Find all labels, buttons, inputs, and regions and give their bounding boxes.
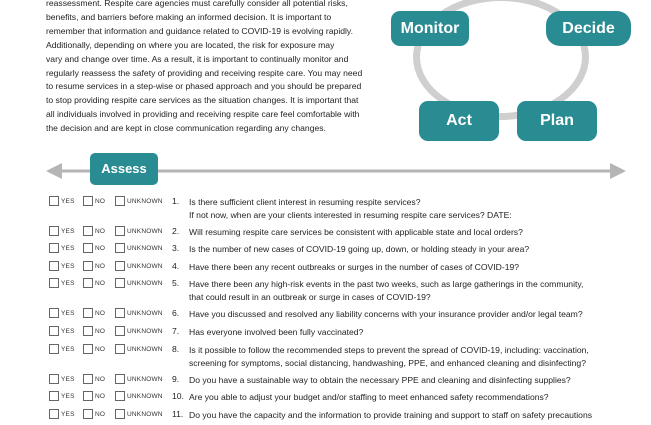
no-label: NO bbox=[95, 279, 106, 287]
intro-line: the decision and are kept in close communication regarding any changes. bbox=[46, 123, 326, 134]
question-number: 7. bbox=[172, 326, 180, 336]
no-checkbox[interactable] bbox=[83, 243, 93, 253]
intro-line: regularly reassess the safety of providing and receiving respite care. You may need bbox=[46, 67, 363, 78]
unknown-label: UNKNOWN bbox=[127, 375, 163, 383]
no-checkbox[interactable] bbox=[83, 326, 93, 336]
stage-monitor: Monitor bbox=[391, 11, 469, 46]
yes-label: YES bbox=[61, 345, 75, 353]
question-text bbox=[189, 344, 589, 370]
no-label: NO bbox=[95, 197, 106, 205]
yes-label: YES bbox=[61, 410, 75, 418]
no-checkbox[interactable] bbox=[83, 374, 93, 384]
assess-label: Assess bbox=[90, 153, 158, 185]
question-number: 6. bbox=[172, 308, 180, 318]
yes-label: YES bbox=[61, 375, 75, 383]
yes-label: YES bbox=[61, 262, 75, 270]
yes-checkbox[interactable] bbox=[49, 243, 59, 253]
yes-label: YES bbox=[61, 392, 75, 400]
question-line: Have you discussed and resolved any liability concerns with your insurance provider and/or legal team? bbox=[189, 309, 583, 319]
question-text bbox=[189, 196, 512, 222]
no-checkbox[interactable] bbox=[83, 278, 93, 288]
no-checkbox[interactable] bbox=[83, 308, 93, 318]
unknown-checkbox[interactable] bbox=[115, 308, 125, 318]
unknown-checkbox[interactable] bbox=[115, 278, 125, 288]
question-text bbox=[189, 226, 523, 239]
yes-checkbox[interactable] bbox=[49, 326, 59, 336]
question-line: Are you able to adjust your budget and/or staffing to meet enhanced safety recommendations? bbox=[189, 392, 549, 402]
no-label: NO bbox=[95, 375, 106, 383]
yes-checkbox[interactable] bbox=[49, 374, 59, 384]
question-line: that could result in an outbreak or surge in cases of COVID-19? bbox=[189, 292, 431, 303]
question-number: 4. bbox=[172, 261, 180, 271]
yes-checkbox[interactable] bbox=[49, 196, 59, 206]
unknown-checkbox[interactable] bbox=[115, 374, 125, 384]
intro-line: to stop providing respite care services as the situation changes. It is important that bbox=[46, 95, 359, 106]
question-number: 8. bbox=[172, 344, 180, 354]
question-number: 3. bbox=[172, 243, 180, 253]
no-label: NO bbox=[95, 262, 106, 270]
question-text bbox=[189, 391, 549, 404]
yes-label: YES bbox=[61, 244, 75, 252]
no-label: NO bbox=[95, 227, 106, 235]
intro-line: Additionally, depending on where you are located, the risk for exposure may bbox=[46, 39, 335, 50]
unknown-label: UNKNOWN bbox=[127, 279, 163, 287]
unknown-checkbox[interactable] bbox=[115, 226, 125, 236]
stage-decide: Decide bbox=[546, 11, 631, 46]
question-text bbox=[189, 261, 519, 274]
unknown-checkbox[interactable] bbox=[115, 409, 125, 419]
yes-label: YES bbox=[61, 197, 75, 205]
stage-act: Act bbox=[419, 101, 499, 141]
no-label: NO bbox=[95, 345, 106, 353]
question-line: Is it possible to follow the recommended steps to prevent the spread of COVID-19, including: vaccination, bbox=[189, 345, 589, 355]
intro-line: vary and change over time. As a result, it is important to continually monitor and bbox=[46, 53, 349, 64]
intro-line: to resume services in a step-wise or phased approach and you should be prepared bbox=[46, 81, 362, 92]
unknown-label: UNKNOWN bbox=[127, 262, 163, 270]
yes-label: YES bbox=[61, 327, 75, 335]
unknown-label: UNKNOWN bbox=[127, 327, 163, 335]
unknown-label: UNKNOWN bbox=[127, 345, 163, 353]
no-checkbox[interactable] bbox=[83, 196, 93, 206]
question-text bbox=[189, 326, 363, 339]
question-line: Do you have the capacity and the information to provide training and support to staff on safety precautions bbox=[189, 410, 593, 420]
unknown-label: UNKNOWN bbox=[127, 197, 163, 205]
unknown-label: UNKNOWN bbox=[127, 392, 163, 400]
no-label: NO bbox=[95, 327, 106, 335]
yes-checkbox[interactable] bbox=[49, 391, 59, 401]
question-number: 2. bbox=[172, 226, 180, 236]
question-text bbox=[189, 278, 583, 304]
question-number: 10. bbox=[172, 391, 184, 401]
question-line: Have there been any high-risk events in the past two weeks, such as large gatherings in the community, bbox=[189, 279, 584, 289]
no-checkbox[interactable] bbox=[83, 261, 93, 271]
yes-checkbox[interactable] bbox=[49, 278, 59, 288]
yes-label: YES bbox=[61, 309, 75, 317]
no-checkbox[interactable] bbox=[83, 226, 93, 236]
unknown-checkbox[interactable] bbox=[115, 261, 125, 271]
yes-checkbox[interactable] bbox=[49, 308, 59, 318]
yes-checkbox[interactable] bbox=[49, 409, 59, 419]
question-line: If not now, when are your clients interested in resuming respite care services? DATE: bbox=[189, 210, 512, 221]
yes-label: YES bbox=[61, 279, 75, 287]
yes-checkbox[interactable] bbox=[49, 344, 59, 354]
yes-checkbox[interactable] bbox=[49, 261, 59, 271]
unknown-label: UNKNOWN bbox=[127, 410, 163, 418]
no-checkbox[interactable] bbox=[83, 344, 93, 354]
unknown-checkbox[interactable] bbox=[115, 196, 125, 206]
no-label: NO bbox=[95, 410, 106, 418]
question-number: 1. bbox=[172, 196, 180, 206]
no-label: NO bbox=[95, 309, 106, 317]
intro-line: reassessment. Respite care agencies must carefully consider all potential risks, bbox=[46, 0, 348, 8]
yes-label: YES bbox=[61, 227, 75, 235]
question-line: Do you have a sustainable way to obtain the necessary PPE and cleaning and disinfecting supplies? bbox=[189, 375, 571, 385]
intro-line: all individuals involved in providing and receiving respite care feel comfortable with bbox=[46, 109, 360, 120]
no-label: NO bbox=[95, 244, 106, 252]
unknown-label: UNKNOWN bbox=[127, 227, 163, 235]
unknown-label: UNKNOWN bbox=[127, 309, 163, 317]
unknown-checkbox[interactable] bbox=[115, 326, 125, 336]
question-line: Is there sufficient client interest in resuming respite services? bbox=[189, 197, 421, 207]
intro-line: remember that information and guidance related to COVID-19 is evolving rapidly. bbox=[46, 25, 353, 36]
question-line: Is the number of new cases of COVID-19 going up, down, or holding steady in your area? bbox=[189, 244, 530, 254]
unknown-label: UNKNOWN bbox=[127, 244, 163, 252]
intro-line: benefits, and barriers before making an informed decision. It is important to bbox=[46, 11, 332, 22]
yes-checkbox[interactable] bbox=[49, 226, 59, 236]
question-line: Has everyone involved been fully vaccinated? bbox=[189, 327, 364, 337]
question-text bbox=[189, 374, 571, 387]
no-checkbox[interactable] bbox=[83, 409, 93, 419]
question-text bbox=[189, 308, 583, 321]
question-line: screening for symptoms, social distancing, handwashing, PPE, and enhanced cleaning and disinfecting? bbox=[189, 358, 586, 369]
question-line: Will resuming respite care services be consistent with applicable state and local orders? bbox=[189, 227, 523, 237]
question-text bbox=[189, 409, 592, 422]
question-number: 9. bbox=[172, 374, 180, 384]
unknown-checkbox[interactable] bbox=[115, 391, 125, 401]
question-number: 5. bbox=[172, 278, 180, 288]
question-line: Have there been any recent outbreaks or surges in the number of cases of COVID-19? bbox=[189, 262, 520, 272]
no-checkbox[interactable] bbox=[83, 391, 93, 401]
question-number: 11. bbox=[172, 409, 184, 419]
unknown-checkbox[interactable] bbox=[115, 344, 125, 354]
unknown-checkbox[interactable] bbox=[115, 243, 125, 253]
stage-plan: Plan bbox=[517, 101, 597, 141]
no-label: NO bbox=[95, 392, 106, 400]
question-text bbox=[189, 243, 529, 256]
